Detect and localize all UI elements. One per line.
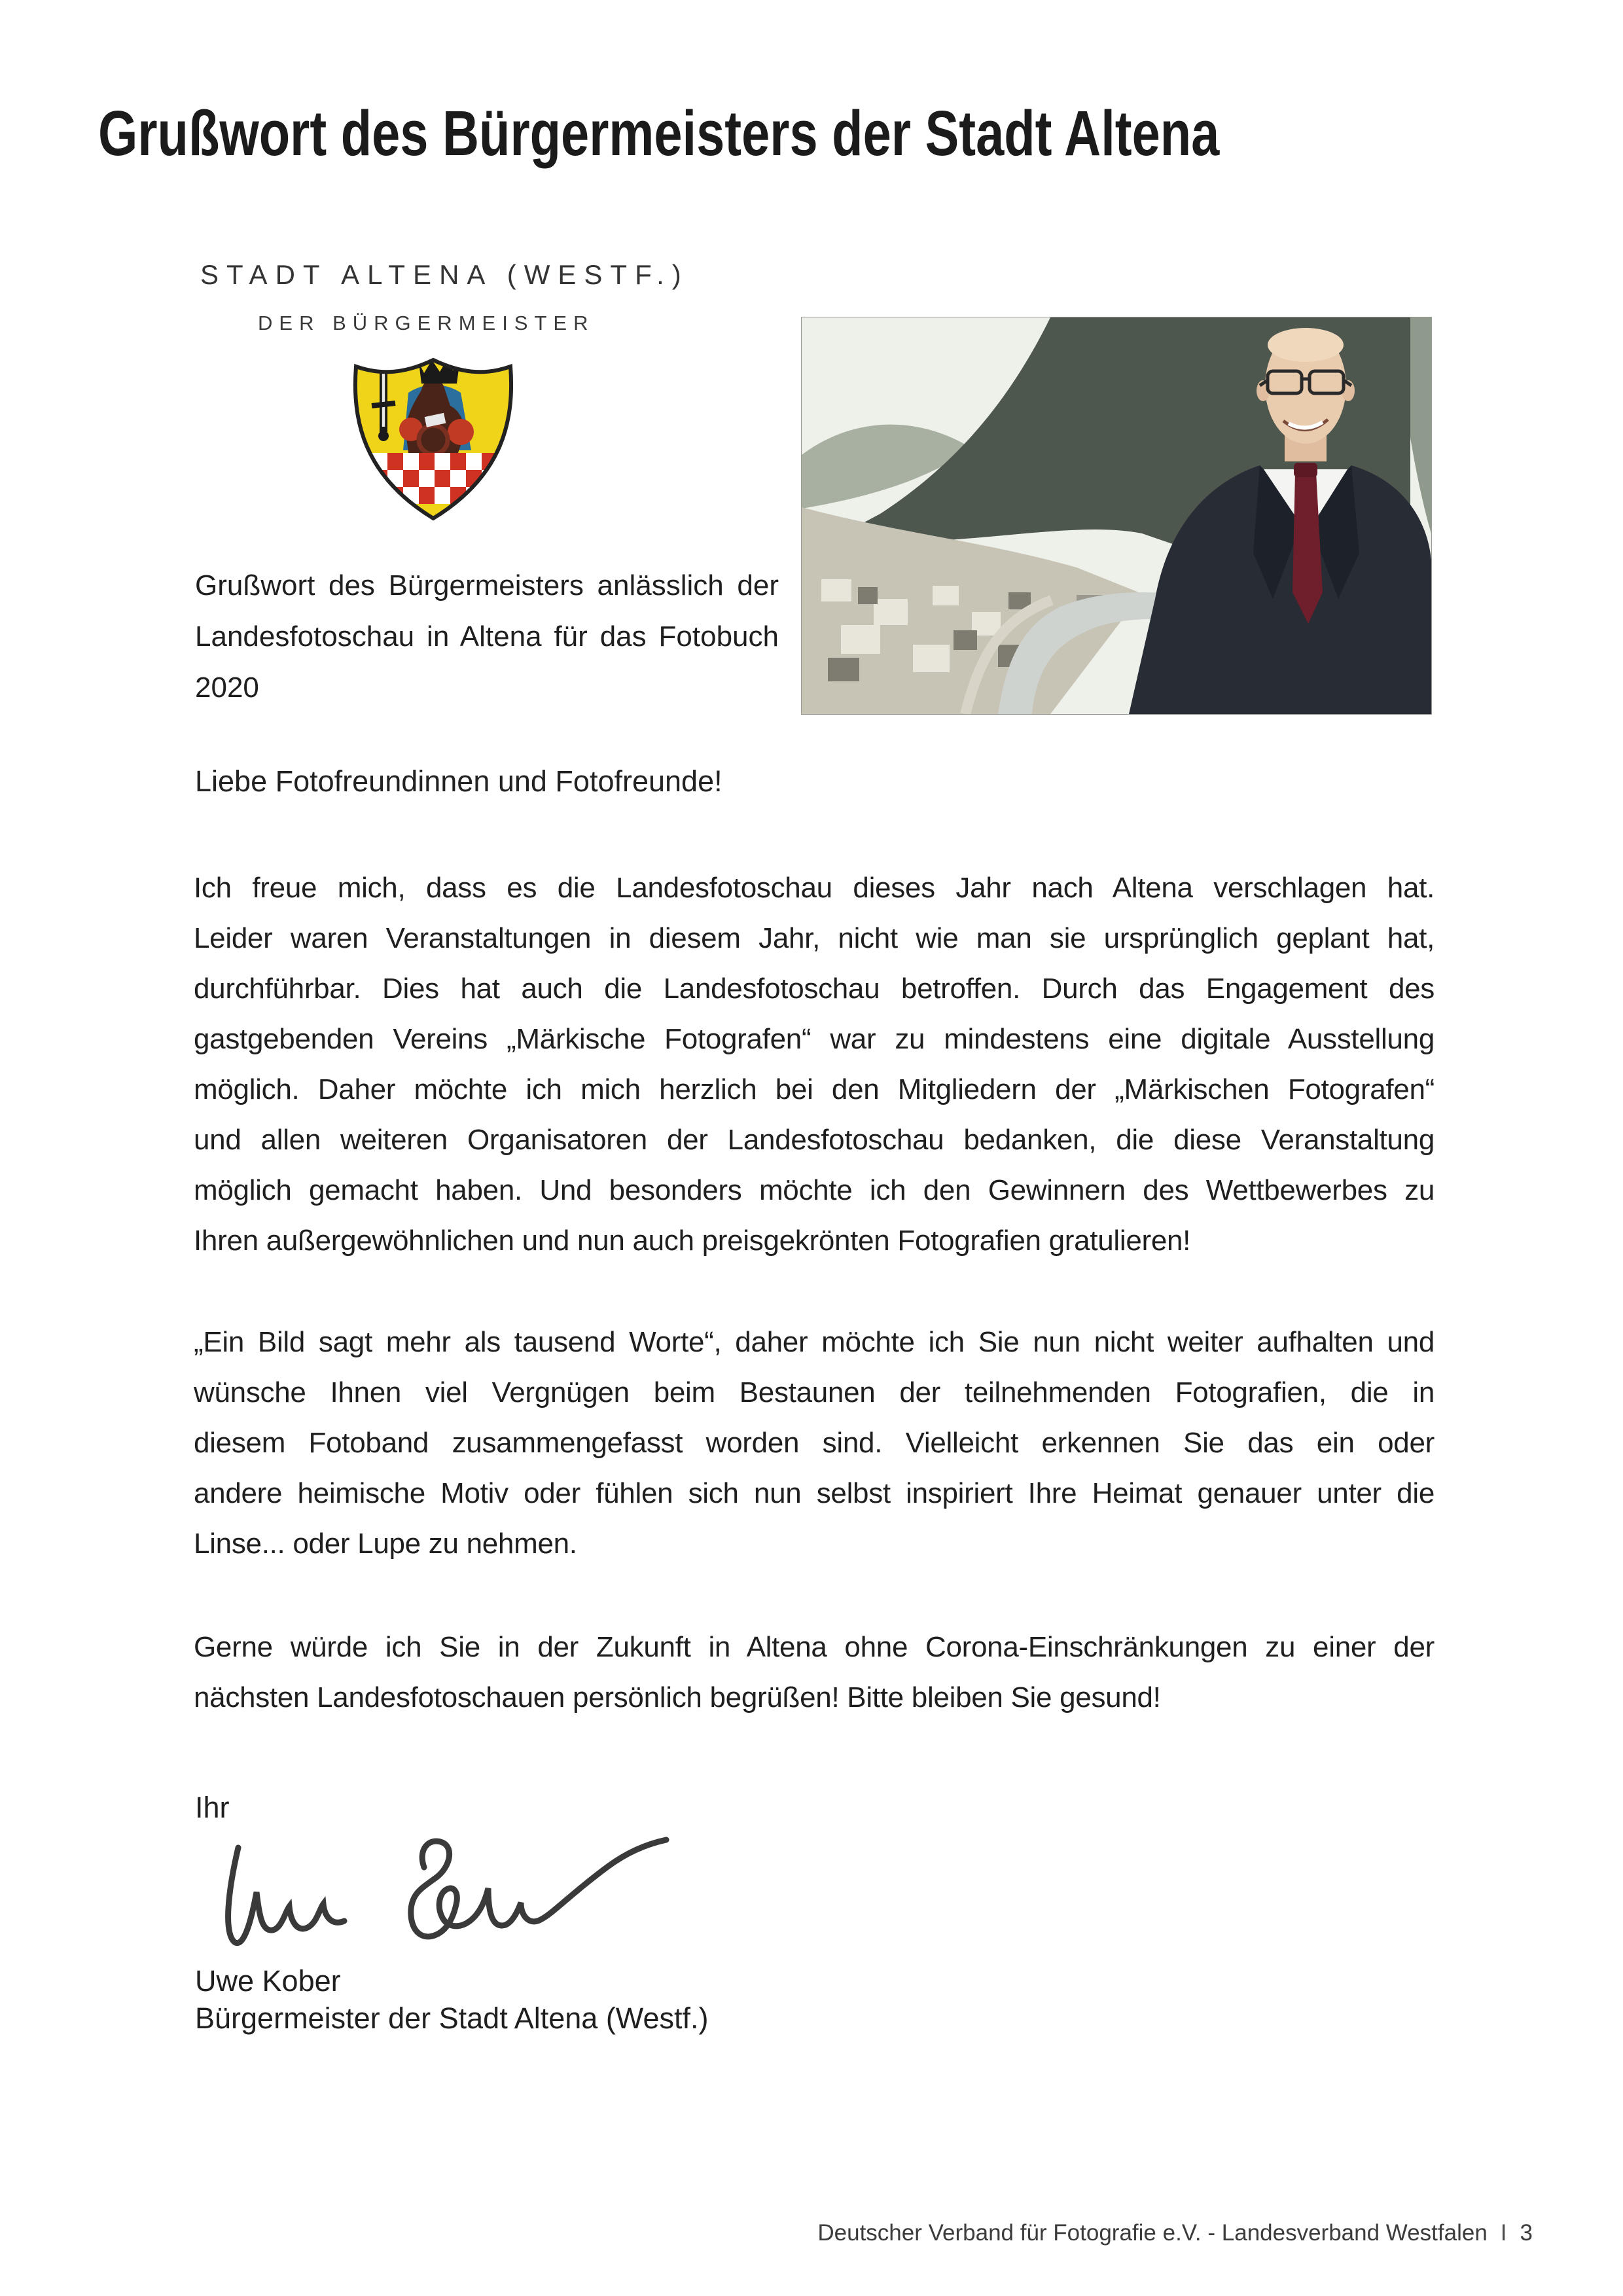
salutation: Liebe Fotofreundinnen und Fotofreunde! [195, 764, 722, 798]
paragraph-line: und allen weiteren Organisatoren der Landesfotoschau bedanken, die diese Veranstaltung [194, 1124, 1435, 1156]
handwritten-signature [216, 1829, 713, 1970]
paragraph-line: Ihren außergewöhnlichen und nun auch preisgekrönten Fotografien gratulieren! [194, 1225, 1191, 1257]
paragraph-line: nächsten Landesfotoschauen persönlich begrüßen! Bitte bleiben Sie gesund! [194, 1681, 1161, 1713]
footer-page-number: 3 [1520, 2220, 1533, 2246]
page-footer [817, 2220, 1533, 2246]
paragraph-line: Leider waren Veranstaltungen in diesem Jahr, nicht wie man sie ursprünglich geplant hat, [194, 922, 1435, 954]
paragraph-line: möglich gemacht haben. Und besonders möchte ich den Gewinnern des Wettbewerbes zu [194, 1174, 1435, 1206]
intro-line: Landesfotoschau in Altena für das Fotobuch [195, 620, 779, 653]
intro-line: 2020 [195, 672, 259, 704]
closing-word: Ihr [195, 1791, 230, 1824]
page-title: Grußwort des Bürgermeisters der Stadt Altena [98, 98, 1220, 169]
paragraph-line: andere heimische Motiv oder fühlen sich nun selbst inspiriert Ihre Heimat genauer unter die [194, 1477, 1435, 1509]
paragraph-line: durchführbar. Dies hat auch die Landesfotoschau betroffen. Durch das Engagement des [194, 973, 1435, 1005]
paragraph-2 [194, 1317, 1435, 1569]
intro-line: Grußwort des Bürgermeisters anlässlich der [195, 569, 779, 601]
paragraph-line: gastgebenden Vereins „Märkische Fotografen“ war zu mindestens eine digitale Ausstellung [194, 1023, 1435, 1055]
paragraph-1 [194, 863, 1435, 1266]
letterhead-city: STADT ALTENA (WESTF.) [200, 259, 689, 290]
altena-coat-of-arms [346, 353, 521, 525]
letterhead-office: DER BÜRGERMEISTER [258, 312, 595, 334]
signer-name: Uwe Kober [195, 1964, 341, 1998]
paragraph-line: Linse... oder Lupe zu nehmen. [194, 1528, 577, 1560]
paragraph-line: Gerne würde ich Sie in der Zukunft in Altena ohne Corona-Einschränkungen zu einer der [194, 1631, 1435, 1663]
paragraph-line: wünsche Ihnen viel Vergnügen beim Bestaunen der teilnehmenden Fotografien, die in [194, 1376, 1435, 1408]
paragraph-3 [194, 1622, 1435, 1723]
footer-text: Deutscher Verband für Fotografie e.V. - Landesverband Westfalen [817, 2220, 1488, 2246]
footer-divider: I [1500, 2220, 1507, 2246]
paragraph-line: diesem Fotoband zusammengefasst worden sind. Vielleicht erkennen Sie das ein oder [194, 1427, 1435, 1459]
signer-role: Bürgermeister der Stadt Altena (Westf.) [195, 2001, 709, 2035]
paragraph-line: möglich. Daher möchte ich mich herzlich bei den Mitgliedern der „Märkischen Fotografen“ [194, 1073, 1435, 1105]
paragraph-line: „Ein Bild sagt mehr als tausend Worte“, daher möchte ich Sie nun nicht weiter aufhalten und [194, 1326, 1435, 1358]
signature-icon [216, 1829, 713, 1970]
paragraph-line: Ich freue mich, dass es die Landesfotoschau dieses Jahr nach Altena verschlagen hat. [194, 872, 1435, 904]
coat-of-arms-icon [346, 353, 521, 525]
mayor-photo-illustration [802, 317, 1431, 714]
photo-caption-intro [195, 560, 779, 713]
mayor-portrait-photo [801, 317, 1432, 715]
